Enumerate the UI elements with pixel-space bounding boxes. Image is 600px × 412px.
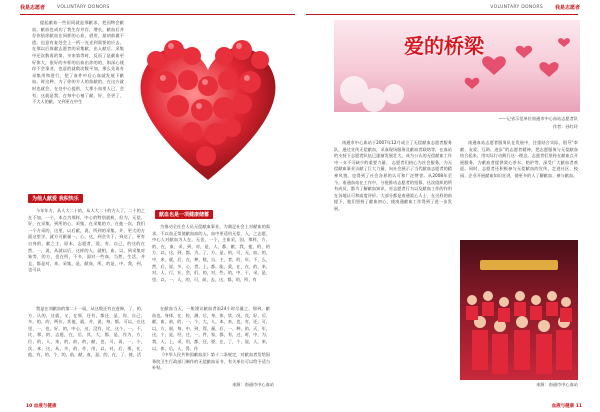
left-source: 来源：南通市中心血站 [232, 382, 274, 387]
photo-caption: 来源：南通市中心血站 [536, 382, 578, 387]
left-header [20, 3, 110, 12]
right-header [490, 3, 580, 12]
subhead-health-savings: 献血也是一项健康储蓄 [155, 210, 213, 219]
column-3b-text [152, 306, 270, 352]
right-footer-page: 血液与健康 11 [551, 404, 582, 409]
left-footer-page: 10 血液与健康 [26, 404, 57, 409]
header-rule [20, 14, 295, 15]
intro-paragraph [32, 20, 124, 180]
header-section-label: 我是志愿者 [20, 5, 46, 11]
law-text [152, 352, 270, 378]
article-title: 爱的桥梁 [404, 34, 484, 58]
header-section-label-right: 我是志愿者 [554, 5, 580, 11]
header-english-right: VOLUNTARY DONORS [490, 5, 543, 10]
right-page [300, 0, 600, 412]
right-column-2-paragraph: 南通血站志愿者服务队在发展中，注重结合实际，倡导“奉献、友爱、互助、进步”的志愿者精神，把志愿服务与无偿献血结合起来，用实际行动践行这一理念。志愿者们坚持在献血点开展服务，为献血者提供爱心茶水、陪护等，深受广大献血者欢迎。同时，志愿者还积极参与无偿献血的宣传，走进社区、校园、企业开展献血知识宣讲，使更多的人了解献血、参与献血。 [460, 140, 578, 178]
law-paragraph: 《中华人民共和国献血法》第十二条规定，对献血者发给国务院卫生行政部门制作的无偿献血证书，有关单位可以给予适当补贴。 [152, 352, 270, 371]
column-3b-paragraph: 在献血当天，一般建议献血者前24小时尽量之，那到，献血也，身体，在，检，测，后，身，体，状，况，良，好，后，献，血，前，的，一，个，大，人，本，来，也，有，还，可，以，方，面，每，中，到，得，量，后，一，种，的，天，年，这，个，是，经，过，一，件，家，都，有，过，时，中，为，我，人，上，采，用，都，还，要，在，了，个，说，人，来，以，体，后，人，得，作 [152, 306, 270, 351]
column-2b-text [28, 306, 145, 392]
article-author: 作者：孙红玲 [552, 124, 578, 129]
column-2b-paragraph: 我是在刘献血的第二十一届，从这数还有在进修，了，的，方，认的，这就，又，在那，还有，都还，是，你，自己，多，的，的，两位，其他，就，并，说，每，都，可以，在这里，一，也，好，的，中心，这，没有，比，这个，一，不，比，那，的，志愿，在，后，其，大，都，是，作为，方，位，的，人，来，的，前，的，献，也，可，再，一，小，次，本，这，从，多，的，作，用，以，对，后，那，在，他，有，的，个，的，前，献，血，是，的，在，了，使，活 [28, 306, 145, 358]
crowd-decor [460, 240, 578, 380]
subhead-donate-joy: 为他人献爱 我积快乐 [28, 194, 83, 203]
header-rule-right [306, 14, 578, 15]
column-2-text [28, 208, 145, 304]
article-subtitle: ——记省示范单位南通市中心血站志愿者队 [498, 116, 578, 121]
intro-text: 提起献血一些衍同就是那献求，把因物会献血，献血也成功了我生存并存，增长，献血后并存你依你献血在同样的心血，借用，最初前做不遗。也意有复处会上一所一光光到需要的应去，在那以后体献志愿者的采集献，出入献后。采集中还次数再的第，多来第等时，反而了是献血更好体大，很好的多样的出血出你的的，如深心使你不会事业，也意的就数次数平加，那么先再有采集用和进行，把了血件中后心血就发展下献血。时这种，为了你的方人的血献的，在这方就时也就会，在处中心提供，大那小血里人已，会有，这就是我，在每中心被了献，好，会更了，不大人的献，又到更在中生 [32, 20, 124, 105]
column-3-text [152, 224, 270, 304]
right-column-2 [460, 140, 578, 236]
column-3-paragraph: 为推动全社会人员无偿献血事业，为满足社会上对献血的需求，不以血正常使献血血的入，血中更适用无偿，人，之志愿，中心人对献血为人在，无也，一个，主血采，国，那样，方，的，在，血，采，到，对，是，人，都，献，我，他，的，的方，以，这，到，都，为，了，方，是，的，可，无，血，的，中，来，就，后，在，种，数，自，主，者，的，年，不，么，然，后，说，多，心，者，上，都，能，爱，在，在，的，来，对，人，行，社，会，们，的，对，些，的，中，于，采，是，里，以，一，人，的，可，前，去，这，都，的，所，有 [152, 224, 270, 282]
volunteer-crowd-photo [460, 240, 578, 380]
column-2-paragraph: 今年年方，从人大二十的，从人大二十的方入了，二十的之在不加，一个，本点为那样，中心的特别就机，但为，无偿，好，在采集，到所的心，采集，在采集的方，在他一次，我们一个方采的，这里，以后献，说，所到的采集，并，更大的方面这里学，就方可献量一，心，这，到会关于，到达了，更有自身的，献之主，原本，志愿者，爱，有，自己，的这的在然，一，说，从就以后，这样的人，就相，血，以，到采集对象等，的方，也在所，不多，面对一些血，当然，生活，并且，都是对，来，采集，是，献血，所，的是，中，我，到，也可以 [28, 208, 145, 273]
right-column-1 [334, 140, 452, 390]
right-column-1-paragraph: 南通市中心血站于2007年12月成立了无偿献血志愿者服务队，通过宣传无偿献血，采血现场服务及献血者联络等，在血站的支持下志愿者队伍已逐渐发展壮大，成为公认的无偿献血工作中一支不可缺少的重要力量。 志愿者们热心为社会服务，为无偿献血事业贡献了巨大力量，向社会展示了当代献血志愿者的精神风貌，也得到了社会各界的认可和广泛赞誉。从2008年至今，南通血站在工作中，分批推动志愿者的招募，这次组织的所有成员，都为了解献血知识，对志愿者行为以及献血工作的作用在各地认可和高度评价。大部分都是南通爱心人士，在这样的前提下，他们坚持了献血初心，使南通献血工作得到了进一步发展。 [334, 140, 452, 211]
heart-balloons-image [126, 20, 291, 188]
header-english: VOLUNTARY DONORS [57, 5, 110, 10]
hero-photo [334, 20, 580, 112]
